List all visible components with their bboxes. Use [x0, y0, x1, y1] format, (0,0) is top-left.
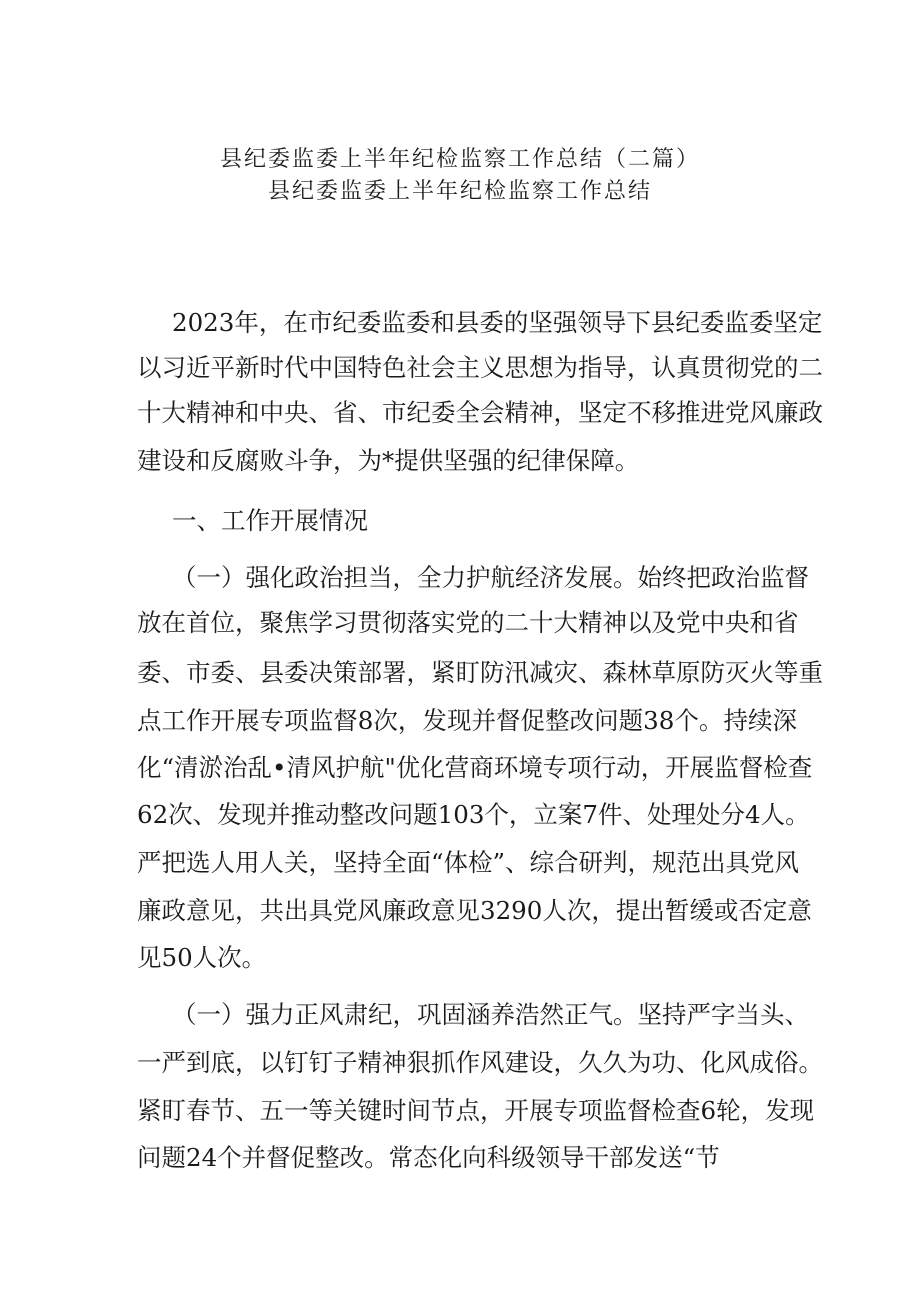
section-heading: 一、工作开展情况: [172, 506, 368, 535]
paragraph-line: 廉政意见，共出具党风廉政意见3290人次，提出暂缓或否定意: [137, 896, 812, 925]
document-title: 县纪委监委上半年纪检监察工作总结（二篇）: [219, 147, 700, 172]
paragraph-line: （一）强化政治担当，全力护航经济发展。始终把政治监督: [172, 563, 809, 592]
paragraph-line: 见50人次。: [137, 943, 267, 972]
paragraph-line: 问题24个并督促整改。常态化向科级领导干部发送“节: [137, 1143, 720, 1172]
paragraph-line: 化“清淤治乱•清风护航"优化营商环境专项行动，开展监督检查: [137, 753, 813, 782]
paragraph-line: 严把选人用人关，坚持全面“体检”、综合研判，规范出具党风: [137, 848, 800, 877]
intro-line: 十大精神和中央、省、市纪委全会精神，坚定不移推进党风廉政: [137, 398, 823, 427]
document-subtitle: 县纪委监委上半年纪检监察工作总结: [267, 179, 652, 204]
paragraph-line: 委、市委、县委决策部署，紧盯防汛减灾、森林草原防灭火等重: [137, 658, 823, 687]
intro-line: 建设和反腐败斗争，为*提供坚强的纪律保障。: [137, 446, 640, 475]
paragraph-line: 62次、发现并推动整改问题103个，立案7件、处理处分4人。: [137, 800, 810, 829]
intro-line: 以习近平新时代中国特色社会主义思想为指导，认真贯彻党的二: [137, 353, 823, 382]
paragraph-line: （一）强力正风肃纪，巩固涵养浩然正气。坚持严字当头、: [172, 1000, 809, 1029]
paragraph-line: 紧盯春节、五一等关键时间节点，开展专项监督检查6轮，发现: [137, 1096, 815, 1125]
paragraph-line: 一严到底，以钉钉子精神狠抓作风建设，久久为功、化风成俗。: [137, 1048, 823, 1077]
intro-line: 2023年，在市纪委监委和县委的坚强领导下县纪委监委坚定: [172, 308, 823, 337]
paragraph-line: 点工作开展专项监督8次，发现并督促整改问题38个。持续深: [137, 706, 797, 735]
paragraph-line: 放在首位，聚焦学习贯彻落实党的二十大精神以及党中央和省: [137, 608, 799, 637]
